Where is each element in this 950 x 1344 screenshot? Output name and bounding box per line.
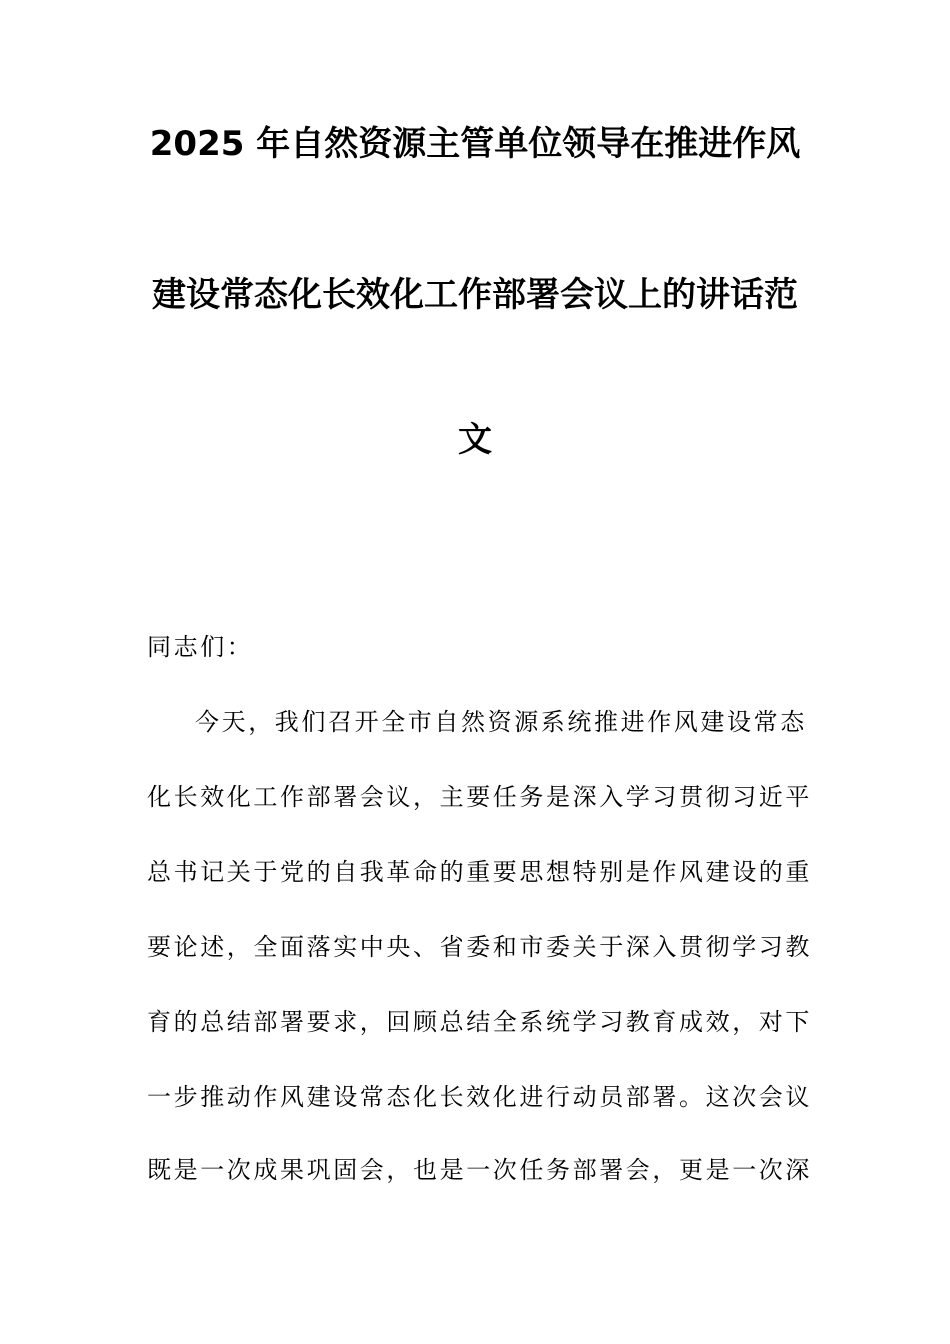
document-title-line-1: 2025 年自然资源主管单位领导在推进作风 bbox=[149, 124, 801, 164]
salutation: 同志们： bbox=[147, 633, 254, 661]
body-line-5: 育的总结部署要求，回顾总结全系统学习教育成效，对下 bbox=[147, 1008, 812, 1036]
body-line-4: 要论述，全面落实中央、省委和市委关于深入贯彻学习教 bbox=[147, 933, 812, 961]
body-line-3: 总书记关于党的自我革命的重要思想特别是作风建设的重 bbox=[147, 858, 812, 886]
body-line-2: 化长效化工作部署会议，主要任务是深入学习贯彻习近平 bbox=[147, 783, 812, 811]
document-title-line-3: 文 bbox=[458, 420, 492, 460]
body-line-6: 一步推动作风建设常态化长效化进行动员部署。这次会议 bbox=[147, 1083, 812, 1111]
body-line-1: 今天，我们召开全市自然资源系统推进作风建设常态 bbox=[195, 708, 807, 736]
document-title-line-2: 建设常态化长效化工作部署会议上的讲话范 bbox=[152, 275, 798, 315]
body-line-7: 既是一次成果巩固会，也是一次任务部署会，更是一次深 bbox=[147, 1156, 812, 1184]
